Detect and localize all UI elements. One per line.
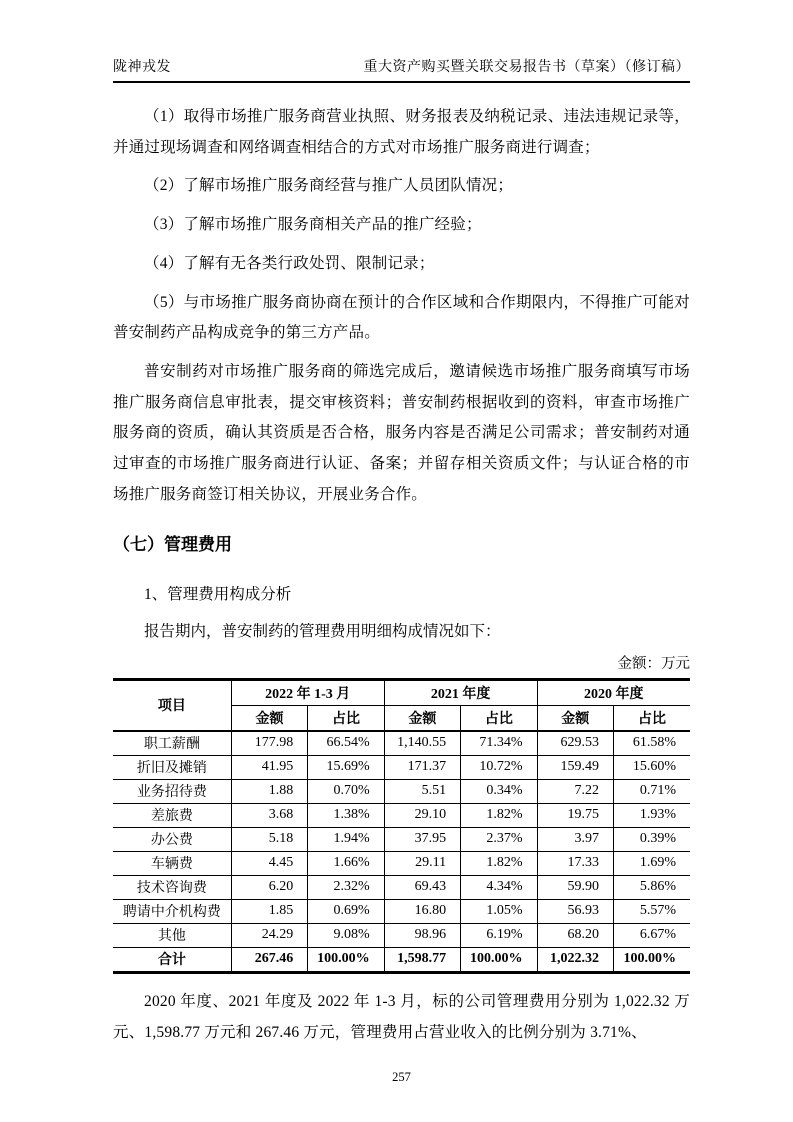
ratio-cell: 1.38% — [308, 803, 384, 827]
ratio-cell: 0.39% — [613, 827, 690, 851]
amount-cell: 68.20 — [537, 923, 613, 947]
paragraph-item-2: （2）了解市场推广服务商经营与推广人员团队情况； — [144, 177, 514, 195]
amount-cell: 159.49 — [537, 755, 613, 779]
amount-cell: 1.85 — [231, 899, 307, 923]
column-group-2021: 2021 年度 — [384, 679, 537, 705]
amount-cell: 69.43 — [384, 875, 460, 899]
amount-cell: 17.33 — [537, 851, 613, 875]
ratio-cell: 0.34% — [461, 779, 537, 803]
ratio-cell: 4.34% — [461, 875, 537, 899]
amount-cell: 41.95 — [231, 755, 307, 779]
amount-cell: 56.93 — [537, 899, 613, 923]
ratio-cell: 100.00% — [308, 947, 384, 972]
table-intro-text: 报告期内，普安制药的管理费用明细构成情况如下： — [144, 623, 501, 641]
paragraph-item-3: （3）了解市场推广服务商相关产品的推广经验； — [144, 216, 482, 234]
ratio-cell: 0.69% — [308, 899, 384, 923]
item-cell: 业务招待费 — [113, 779, 231, 803]
amount-cell: 267.46 — [231, 947, 307, 972]
ratio-cell: 2.32% — [308, 875, 384, 899]
header-report-title: 重大资产购买暨关联交易报告书（草案）（修订稿） — [363, 60, 690, 75]
table-row — [113, 827, 690, 851]
item-cell: 折旧及摊销 — [113, 755, 231, 779]
table-header-groups — [113, 679, 690, 705]
admin-expense-table — [113, 678, 690, 974]
ratio-cell: 0.70% — [308, 779, 384, 803]
ratio-cell: 6.19% — [461, 923, 537, 947]
amount-cell: 24.29 — [231, 923, 307, 947]
amount-cell: 171.37 — [384, 755, 460, 779]
amount-cell: 6.20 — [231, 875, 307, 899]
ratio-cell: 5.57% — [613, 899, 690, 923]
column-header-amount: 金额 — [231, 705, 307, 731]
table-row — [113, 899, 690, 923]
ratio-cell: 5.86% — [613, 875, 690, 899]
column-header-ratio: 占比 — [308, 705, 384, 731]
column-group-2020: 2020 年度 — [537, 679, 690, 705]
ratio-cell: 100.00% — [461, 947, 537, 972]
column-header-amount: 金额 — [384, 705, 460, 731]
ratio-cell: 6.67% — [613, 923, 690, 947]
amount-cell: 177.98 — [231, 731, 307, 756]
ratio-cell: 100.00% — [613, 947, 690, 972]
ratio-cell: 1.66% — [308, 851, 384, 875]
amount-cell: 19.75 — [537, 803, 613, 827]
column-header-item: 项目 — [113, 679, 231, 731]
amount-cell: 7.22 — [537, 779, 613, 803]
ratio-cell: 1.05% — [461, 899, 537, 923]
ratio-cell: 71.34% — [461, 731, 537, 756]
table-row — [113, 779, 690, 803]
paragraph-item-1: （1）取得市场推广服务商营业执照、财务报表及纳税记录、违法违规记录等，并通过现场调查和网络调查相结合的方式对市场推广服务商进行调查； — [113, 108, 690, 156]
ratio-cell: 66.54% — [308, 731, 384, 756]
header-company-name: 陇神戎发 — [113, 60, 171, 75]
paragraph-item-5: （5）与市场推广服务商协商在预计的合作区域和合作期限内，不得推广可能对普安制药产品构成竞争的第三方产品。 — [113, 293, 690, 342]
ratio-cell: 15.69% — [308, 755, 384, 779]
paragraph-item-4: （4）了解有无各类行政处罚、限制记录； — [144, 254, 435, 272]
ratio-cell: 61.58% — [613, 731, 690, 756]
amount-cell: 16.80 — [384, 899, 460, 923]
amount-cell: 98.96 — [384, 923, 460, 947]
ratio-cell: 1.69% — [613, 851, 690, 875]
column-group-2022: 2022 年 1-3 月 — [231, 679, 384, 705]
item-cell: 聘请中介机构费 — [113, 899, 231, 923]
table-row — [113, 803, 690, 827]
page-number: 257 — [392, 1070, 411, 1085]
ratio-cell: 1.93% — [613, 803, 690, 827]
amount-cell: 1.88 — [231, 779, 307, 803]
column-header-ratio: 占比 — [613, 705, 690, 731]
page-content — [113, 0, 690, 1085]
ratio-cell: 9.08% — [308, 923, 384, 947]
amount-cell: 5.18 — [231, 827, 307, 851]
amount-cell: 1,140.55 — [384, 731, 460, 756]
amount-cell: 5.51 — [384, 779, 460, 803]
ratio-cell: 2.37% — [461, 827, 537, 851]
amount-cell: 4.45 — [231, 851, 307, 875]
amount-cell: 37.95 — [384, 827, 460, 851]
section-heading: （七）管理费用 — [113, 535, 232, 555]
ratio-cell: 1.94% — [308, 827, 384, 851]
amount-cell: 1,022.32 — [537, 947, 613, 972]
ratio-cell: 1.82% — [461, 851, 537, 875]
table-row — [113, 731, 690, 756]
amount-cell: 59.90 — [537, 875, 613, 899]
paragraph-screening-process: 普安制药对市场推广服务商的筛选完成后，邀请候选市场推广服务商填写市场推广服务商信息审批表，提交审核资料；普安制药根据收到的资料，审查市场推广服务商的资质，确认其资质是否合格，服务内容是否满足公司需求；普安制药对通过审查的市场推广服务商进行认证、备案；并留存相关资质文件；与认证合格的市场推广服务商签订相关协议，开展业务合作。 — [113, 362, 690, 503]
item-cell: 办公费 — [113, 827, 231, 851]
amount-cell: 1,598.77 — [384, 947, 460, 972]
ratio-cell: 0.71% — [613, 779, 690, 803]
table-row — [113, 875, 690, 899]
amount-cell: 29.10 — [384, 803, 460, 827]
table-row — [113, 755, 690, 779]
table-row — [113, 851, 690, 875]
amount-cell: 3.97 — [537, 827, 613, 851]
column-header-ratio: 占比 — [461, 705, 537, 731]
closing-paragraph: 2020 年度、2021 年度及 2022 年 1-3 月，标的公司管理费用分别为 1,022.32 万元、1,598.77 万元和 267.46 万元，管理费用占营业收入的比例分别为 3.71%、 — [113, 992, 690, 1041]
subsection-heading: 1、管理费用构成分析 — [144, 586, 292, 604]
unit-note: 金额：万元 — [617, 655, 690, 672]
item-cell: 技术咨询费 — [113, 875, 231, 899]
item-cell: 合计 — [113, 947, 231, 972]
item-cell: 车辆费 — [113, 851, 231, 875]
column-header-amount: 金额 — [537, 705, 613, 731]
item-cell: 差旅费 — [113, 803, 231, 827]
amount-cell: 29.11 — [384, 851, 460, 875]
amount-cell: 3.68 — [231, 803, 307, 827]
ratio-cell: 10.72% — [461, 755, 537, 779]
item-cell: 其他 — [113, 923, 231, 947]
running-header — [113, 0, 690, 83]
table-row-total — [113, 947, 690, 972]
amount-cell: 629.53 — [537, 731, 613, 756]
ratio-cell: 15.60% — [613, 755, 690, 779]
table-row — [113, 923, 690, 947]
item-cell: 职工薪酬 — [113, 731, 231, 756]
ratio-cell: 1.82% — [461, 803, 537, 827]
